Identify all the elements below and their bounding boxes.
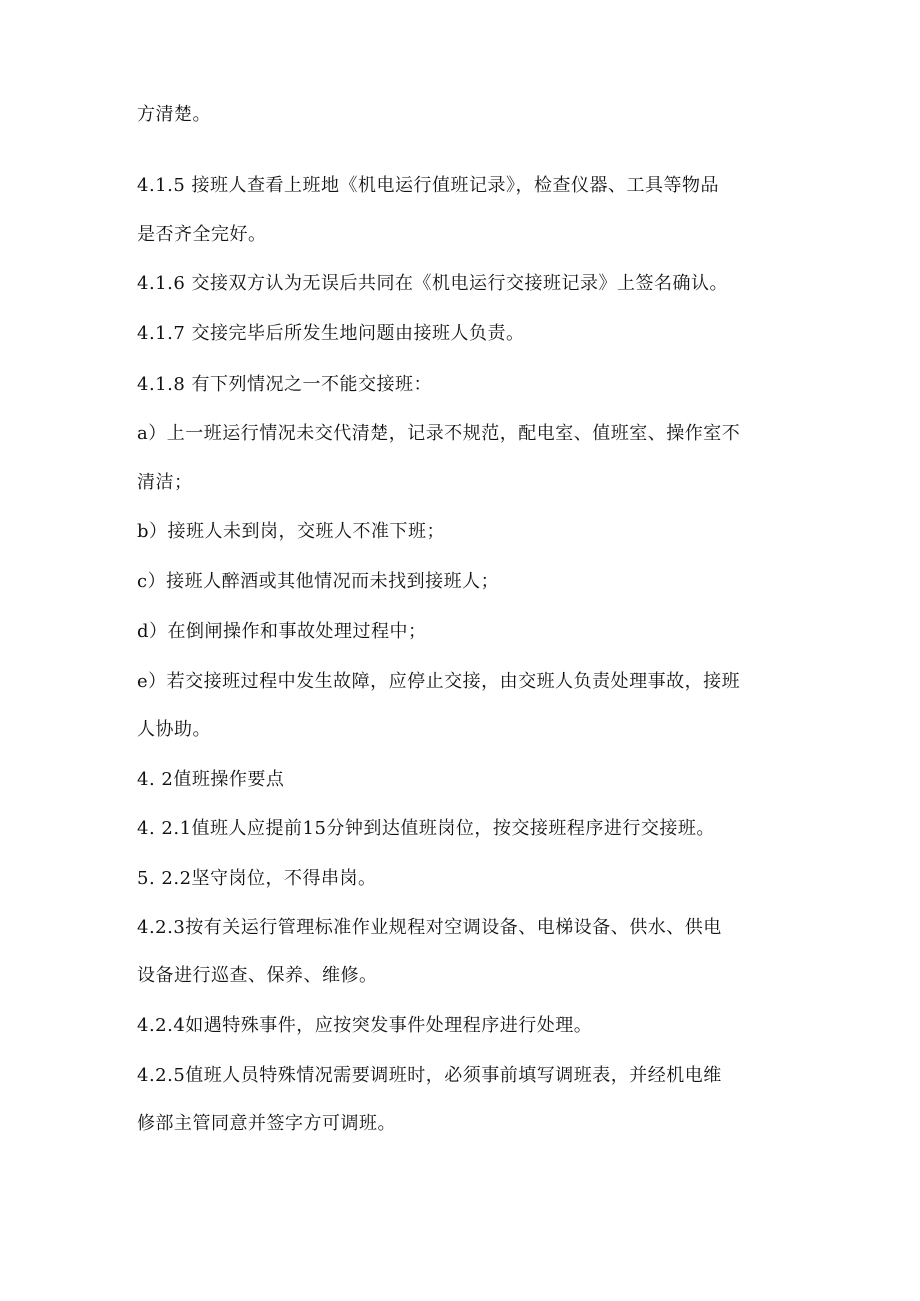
text-line: b）接班人未到岗，交班人不准下班； <box>137 521 446 542</box>
text-line: 4. 2.1值班人应提前15分钟到达值班岗位，按交接班程序进行交接班。 <box>137 818 715 839</box>
text-line: 4.1.5 接班人查看上班地《机电运行值班记录》，检查仪器、工具等物品 <box>137 175 720 196</box>
text-line: e）若交接班过程中发生故障，应停止交接，由交班人负责处理事故，接班 <box>137 671 741 692</box>
text-line: 4.2.5值班人员特殊情况需要调班时，必须事前填写调班表，并经机电维 <box>137 1065 722 1086</box>
text-line: 清洁； <box>137 472 193 493</box>
text-line: 5. 2.2坚守岗位，不得串岗。 <box>137 868 377 889</box>
text-line: 4.1.6 交接双方认为无误后共同在《机电运行交接班记录》上签名确认。 <box>137 273 729 294</box>
text-line: 4.2.4如遇特殊事件，应按突发事件处理程序进行处理。 <box>137 1015 593 1036</box>
text-line: 4. 2值班操作要点 <box>137 769 285 790</box>
text-line: c）接班人醉酒或其他情况而未找到接班人； <box>137 571 500 592</box>
text-line: 4.1.8 有下列情况之一不能交接班： <box>137 374 433 395</box>
text-line: 方清楚。 <box>137 104 211 125</box>
text-line: 4.2.3按有关运行管理标准作业规程对空调设备、电梯设备、供水、供电 <box>137 917 722 938</box>
text-line: 设备进行巡查、保养、维修。 <box>137 965 378 986</box>
text-line: d）在倒闸操作和事故处理过程中； <box>137 621 427 642</box>
text-line: 修部主管同意并签字方可调班。 <box>137 1113 396 1134</box>
text-line: 是否齐全完好。 <box>137 224 267 245</box>
text-line: 4.1.7 交接完毕后所发生地问题由接班人负责。 <box>137 323 525 344</box>
text-line: 人协助。 <box>137 719 211 740</box>
text-line: a）上一班运行情况未交代清楚，记录不规范，配电室、值班室、操作室不 <box>137 423 741 444</box>
